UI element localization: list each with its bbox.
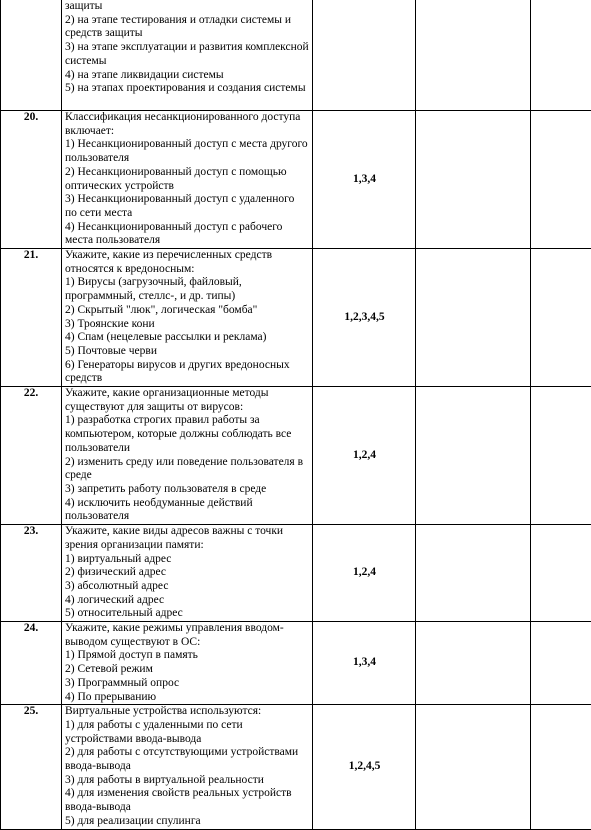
question-text: Укажите, какие режимы управления вводом-выводом существуют в ОС: (65, 622, 309, 649)
table-row (1, 387, 591, 525)
question-text: Виртуальные устройства используются: (65, 705, 309, 719)
table-row (1, 622, 591, 705)
empty-cell-a (416, 525, 531, 622)
question-number: 25. (1, 705, 62, 829)
answer-option: 5) на этапах проектирования и создания системы (65, 82, 309, 96)
answer-option: 3) Программный опрос (65, 677, 309, 691)
question-text: Укажите, какие организационные методы существуют для защиты от вирусов: (65, 387, 309, 414)
table-row (1, 249, 591, 387)
answer-option: 2) физический адрес (65, 566, 309, 580)
answer-option: 1) Прямой доступ в память (65, 649, 309, 663)
question-number (1, 0, 62, 111)
empty-cell-a (416, 0, 531, 111)
correct-answer (313, 0, 416, 111)
answer-option: 3) Несанкционированный доступ с удаленного по сети места (65, 193, 309, 220)
correct-answer: 1,3,4 (313, 111, 416, 249)
empty-cell-b (531, 111, 591, 249)
answer-option: 5) относительный адрес (65, 607, 309, 621)
correct-answer: 1,2,4 (313, 387, 416, 525)
answer-option: 1) Вирусы (загрузочный, файловый, программный, стеллс-, и др. типы) (65, 276, 309, 303)
question-text-cell (62, 622, 313, 705)
empty-cell-a (416, 705, 531, 829)
answer-option: 1) для работы с удаленными по сети устройствами ввода-вывода (65, 719, 309, 746)
question-text-cell (62, 525, 313, 622)
empty-cell-b (531, 705, 591, 829)
answer-option: 6) Генераторы вирусов и других вредоносных средств (65, 359, 309, 386)
question-text-cell (62, 0, 313, 111)
table-row (1, 0, 591, 111)
empty-cell-a (416, 387, 531, 525)
question-number: 24. (1, 622, 62, 705)
answer-option: 2) Сетевой режим (65, 663, 309, 677)
empty-cell-a (416, 111, 531, 249)
question-text-cell (62, 387, 313, 525)
answer-option: 4) исключить необдуманные действий пользователя (65, 497, 309, 524)
question-text-cell (62, 111, 313, 249)
table-row (1, 111, 591, 249)
answer-option: 3) на этапе эксплуатации и развития комплексной системы (65, 41, 309, 68)
empty-cell-a (416, 622, 531, 705)
table-row (1, 525, 591, 622)
answer-option: 1) виртуальный адрес (65, 553, 309, 567)
answer-option: 5) для реализации спулинга (65, 815, 309, 829)
correct-answer: 1,3,4 (313, 622, 416, 705)
question-text-cell (62, 705, 313, 829)
answer-option: 3) для работы в виртуальной реальности (65, 774, 309, 788)
empty-cell-b (531, 249, 591, 387)
empty-cell-b (531, 525, 591, 622)
answer-option: 1) разработка строгих правил работы за компьютером, которые должны соблюдать все пользователи (65, 414, 309, 455)
answer-option: 3) Троянские кони (65, 318, 309, 332)
question-number: 20. (1, 111, 62, 249)
answer-option: 4) на этапе ликвидации системы (65, 69, 309, 83)
questions-table-body (1, 0, 591, 829)
answer-option: 4) Несанкционированный доступ с рабочего места пользователя (65, 221, 309, 248)
answer-option: 2) Несанкционированный доступ с помощью оптических устройств (65, 166, 309, 193)
table-row (1, 705, 591, 829)
correct-answer: 1,2,4,5 (313, 705, 416, 829)
answer-option: 4) для изменения свойств реальных устройств ввода-вывода (65, 787, 309, 814)
answer-option: 4) По прерыванию (65, 691, 309, 705)
answer-option: 2) изменить среду или поведение пользователя в среде (65, 456, 309, 483)
question-number: 21. (1, 249, 62, 387)
answer-option: 2) для работы с отсутствующими устройствами ввода-вывода (65, 746, 309, 773)
correct-answer: 1,2,3,4,5 (313, 249, 416, 387)
question-text: Укажите, какие виды адресов важны с точки зрения организации памяти: (65, 525, 309, 552)
empty-cell-b (531, 622, 591, 705)
answer-option: 5) Почтовые черви (65, 345, 309, 359)
answer-option: 3) абсолютный адрес (65, 580, 309, 594)
question-text: Укажите, какие из перечисленных средств относятся к вредоносным: (65, 249, 309, 276)
question-number: 23. (1, 525, 62, 622)
empty-cell-b (531, 387, 591, 525)
answer-option: защиты (65, 0, 309, 14)
question-number: 22. (1, 387, 62, 525)
answer-option: 2) Скрытый "люк", логическая "бомба" (65, 304, 309, 318)
answer-option: 4) логический адрес (65, 594, 309, 608)
empty-cell-b (531, 0, 591, 111)
answer-option: 1) Несанкционированный доступ с места другого пользователя (65, 138, 309, 165)
empty-cell-a (416, 249, 531, 387)
question-text-cell (62, 249, 313, 387)
answer-option: 2) на этапе тестирования и отладки системы и средств защиты (65, 14, 309, 41)
correct-answer: 1,2,4 (313, 525, 416, 622)
question-text: Классификация несанкционированного доступа включает: (65, 111, 309, 138)
answer-option: 4) Спам (нецелевые рассылки и реклама) (65, 331, 309, 345)
answer-option: 3) запретить работу пользователя в среде (65, 483, 309, 497)
